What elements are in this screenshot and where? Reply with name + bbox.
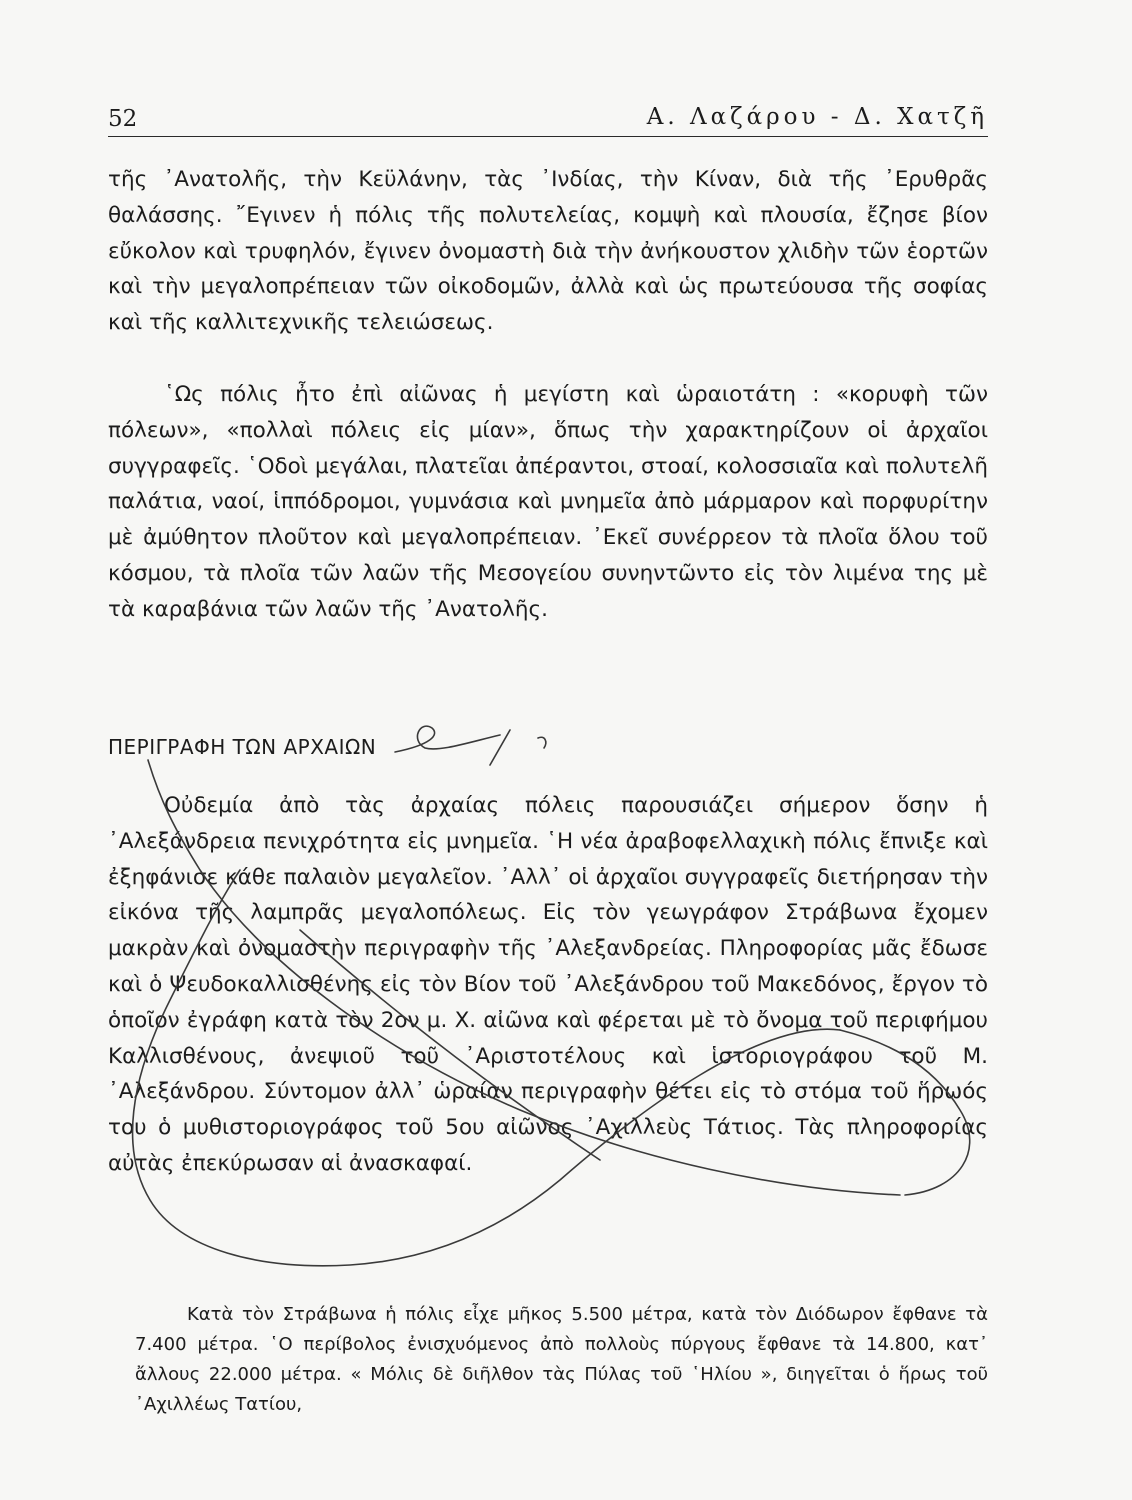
heading-slash-mark [490, 730, 510, 765]
page-number: 52 [108, 106, 138, 132]
heading-tick-mark [538, 737, 546, 748]
section-heading: ΠΕΡΙΓΡΑΦΗ ΤΩΝ ΑΡΧΑΙΩΝ [108, 735, 377, 759]
paragraph-2: ῾Ως πόλις ἦτο ἐπὶ αἰῶνας ἡ μεγίστη καὶ ὡραιοτάτη : «κορυφὴ τῶν πόλεων», «πολλαὶ πόλεις εἰς μίαν», ὅπως τὴν χαρακτηρίζουν οἱ ἀρχαῖοι συγγραφεῖς. ῾Οδοὶ μεγάλαι, πλατεῖαι ἀπέραντοι, στοαί, κολοσσιαῖα καὶ πολυτελῆ παλάτια, ναοί, ἱππόδρομοι, γυμνάσια καὶ μνημεῖα ἀπὸ μάρμαρον καὶ πορφυρίτην μὲ ἀμύθητον πλοῦτον καὶ μεγαλοπρέπειαν. ᾿Εκεῖ συνέρρεον τὰ πλοῖα ὅλου τοῦ κόσμου, τὰ πλοῖα τῶν λαῶν τῆς Μεσογείου συνηντῶντο εἰς τὸν λιμένα της μὲ τὰ καραβάνια τῶν λαῶν τῆς ᾿Ανατολῆς. [108, 382, 988, 622]
heading-scribble [395, 726, 500, 752]
paragraph-3: Οὐδεμία ἀπὸ τὰς ἀρχαίας πόλεις παρουσιάζει σήμερον ὅσην ἡ ᾿Αλεξάνδρεια πενιχρότητα εἰς μνημεῖα. ῾Η νέα ἀραβοφελλαχικὴ πόλις ἔπνιξε καὶ ἐξηφάνισε κάθε παλαιὸν μεγαλεῖον. ᾿Αλλ᾿ οἱ ἀρχαῖοι συγγραφεῖς διετήρησαν τὴν εἰκόνα τῆς λαμπρᾶς μεγαλοπόλεως. Εἰς τὸν γεωγράφον Στράβωνα ἔχομεν μακρὰν καὶ ὀνομαστὴν περιγραφὴν τῆς ᾿Αλεξανδρείας. Πληροφορίας μᾶς ἔδωσε καὶ ὁ Ψευδοκαλλισθένης εἰς τὸν Βίον τοῦ ᾿Αλεξάνδρου τοῦ Μακεδόνος, ἔργον τὸ ὁποῖον ἐγράφη κατὰ τὸν 2ον μ. Χ. αἰῶνα καὶ φέρεται μὲ τὸ ὄνομα τοῦ περιφήμου Καλλισθένους, ἀνεψιοῦ τοῦ ᾿Αριστοτέλους καὶ ἱστοριογράφου τοῦ Μ. ᾿Αλεξάνδρου. Σύντομον ἀλλ᾿ ὡραίαν περιγραφὴν θέτει εἰς τὸ στόμα τοῦ ἥρωός του ὁ μυθιστοριογράφος τοῦ 5ου αἰῶνος ᾿Αχιλλεὺς Τάτιος. Τὰς πληροφορίας αὐτὰς ἐπεκύρωσαν αἱ ἀνασκαφαί. [108, 793, 988, 1176]
running-head: Α. Λαζάρου - Δ. Χατζῆ [646, 104, 988, 130]
page-header [108, 100, 988, 137]
footnote: Κατὰ τὸν Στράβωνα ἡ πόλις εἶχε μῆκος 5.500 μέτρα, κατὰ τὸν Διόδωρον ἔφθανε τὰ 7.400 μέτρα. ῾Ο περίβολος ἐνισχυόμενος ἀπὸ πολλοὺς πύργους ἔφθανε τὰ 14.800, κατ᾿ ἄλλους 22.000 μέτρα. « Μόλις δὲ διῆλθον τὰς Πύλας τοῦ ῾Ηλίου », διηγεῖται ὁ ἥρως τοῦ ᾿Αχιλλέως Τατίου, [135, 1304, 988, 1415]
paragraph-1: τῆς ᾿Ανατολῆς, τὴν Κεϋλάνην, τὰς ᾿Ινδίας, τὴν Κίναν, διὰ τῆς ᾿Ερυθρᾶς θαλάσσης. ῎Εγινεν ἡ πόλις τῆς πολυτελείας, κομψὴ καὶ πλουσία, ἔζησε βίον εὔκολον καὶ τρυφηλόν, ἔγινεν ὀνομαστὴ διὰ τὴν ἀνήκουστον χλιδὴν τῶν ἑορτῶν καὶ τὴν μεγαλοπρέπειαν τῶν οἰκοδομῶν, ἀλλὰ καὶ ὡς πρωτεύουσα τῆς σοφίας καὶ τῆς καλλιτεχνικῆς τελειώσεως. [108, 167, 988, 336]
